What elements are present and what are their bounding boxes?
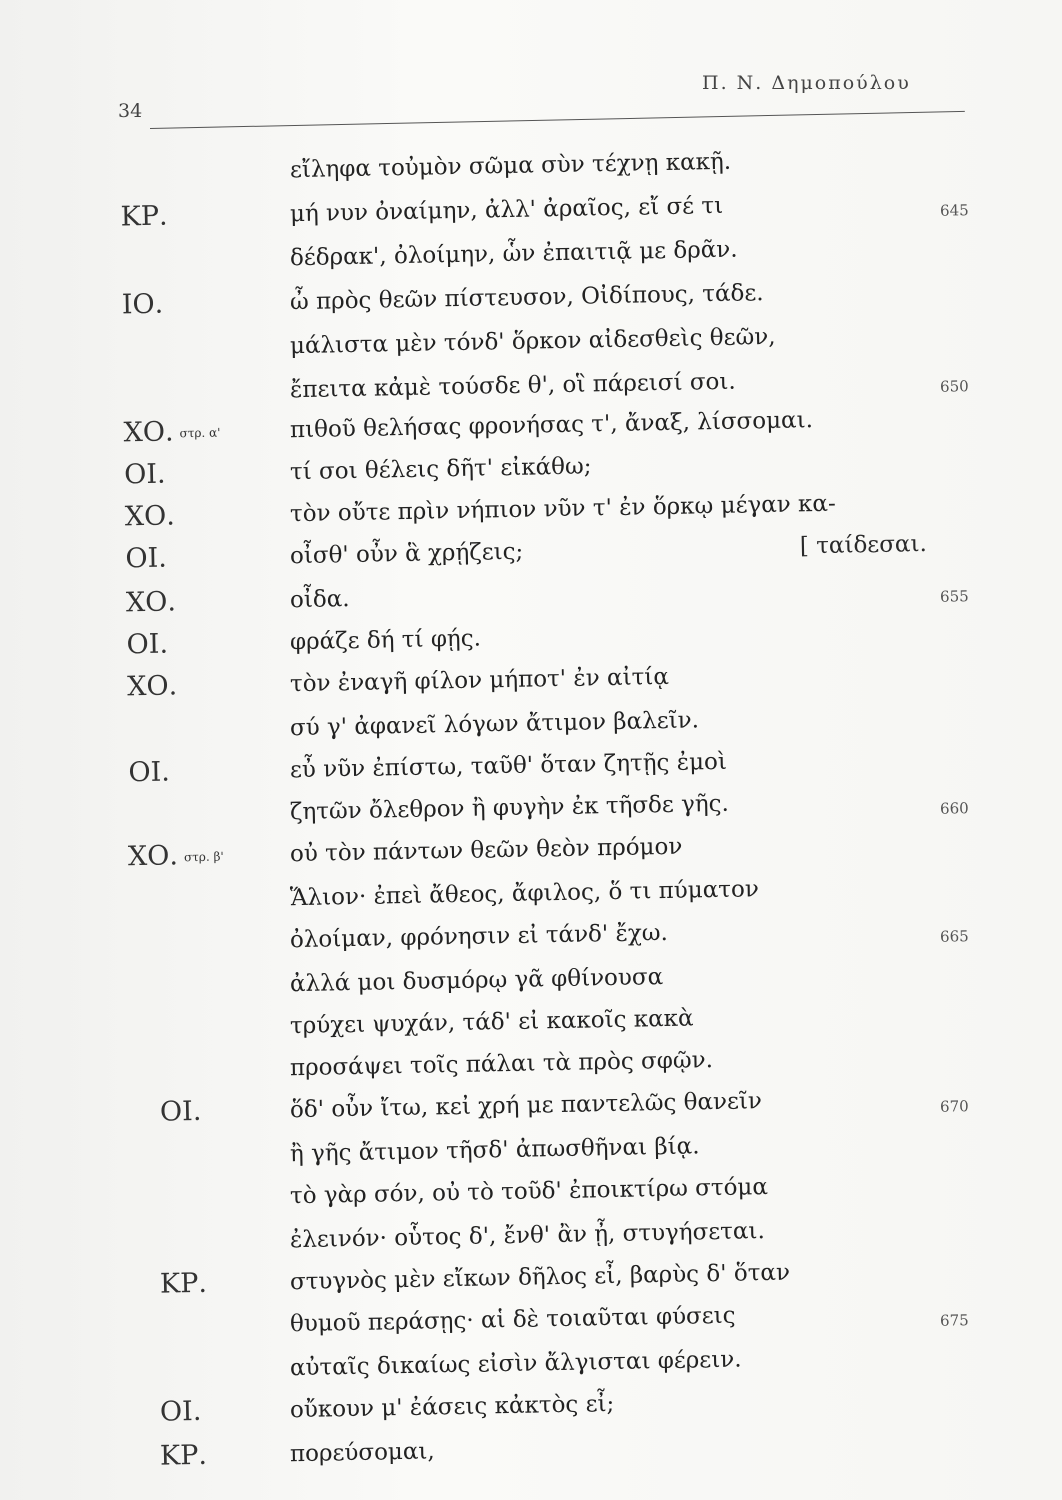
verse-continuation: [ ταίδεσαι. (799, 530, 928, 560)
speaker-label: ΟΙ. (125, 542, 168, 575)
line-number: 665 (939, 927, 969, 946)
speaker-label: ΙΟ. (121, 288, 164, 321)
verse-text: φράζε δή τί φῄς. (289, 625, 482, 656)
speaker-label: ΚΡ. (120, 200, 168, 233)
verse-text: μάλιστα μὲν τόνδ' ὅρκον αἰδεσθεὶς θεῶν, (289, 323, 776, 360)
line-number: 675 (939, 1311, 969, 1330)
verse-text: τὸν ἐναγῆ φίλον μήποτ' ἐν αἰτίᾳ (289, 663, 670, 698)
verse-text: προσάψει τοῖς πάλαι τὰ πρὸς σφῷν. (289, 1047, 714, 1082)
verse-text: Ἅλιον· ἐπεὶ ἄθεος, ἄφιλος, ὅ τι πύματον (289, 876, 760, 912)
verse-text: οἶσθ' οὖν ἃ χρῄζεις; (289, 538, 524, 570)
verse-text: ὅδ' οὖν ἴτω, κεἰ χρή με παντελῶς θανεῖν (289, 1088, 763, 1124)
verse-text: μή νυν ὀναίμην, ἀλλ' ἀραῖος, εἴ σέ τι (289, 192, 724, 228)
verse-text: πιθοῦ θελήσας φρονήσας τ', ἄναξ, λίσσομαι. (289, 407, 814, 444)
verse-text: στυγνὸς μὲν εἴκων δῆλος εἶ, βαρὺς δ' ὅταν (289, 1259, 791, 1296)
verse-text: ὦ πρὸς θεῶν πίστευσον, Οἰδίπους, τάδε. (289, 280, 764, 316)
verse-text: οἶδα. (289, 586, 350, 614)
running-head: Π. Ν. Δημοπούλου (702, 72, 911, 94)
line-number: 655 (939, 587, 969, 606)
speaker-label: ΟΙ. (159, 1095, 202, 1128)
speaker-label: ΟΙ. (123, 458, 166, 491)
verse-text: θυμοῦ περάσῃς· αἱ δὲ τοιαῦται φύσεις (289, 1302, 736, 1338)
verse-text: πορεύσομαι, (289, 1438, 435, 1468)
line-number: 670 (939, 1097, 969, 1116)
verse-text: τὸν οὔτε πρὶν νήπιον νῦν τ' ἐν ὅρκῳ μέγαν κα- (289, 490, 836, 528)
speaker-label: ΟΙ. (128, 756, 171, 789)
verse-text: ἀλλά μοι δυσμόρῳ γᾶ φθίνουσα (289, 964, 664, 998)
verse-text: σύ γ' ἀφανεῖ λόγων ἄτιμον βαλεῖν. (289, 707, 700, 742)
verse-text: τὸ γὰρ σόν, οὐ τὸ τοῦδ' ἐποικτίρω στόμα (289, 1174, 769, 1210)
speaker-label: ΚΡ. (159, 1267, 208, 1300)
speaker-label: ΧΟ. στρ. β' (127, 840, 224, 873)
line-number: 660 (939, 799, 969, 818)
verse-text: αὐταῖς δικαίως εἰσὶν ἄλγισται φέρειν. (289, 1346, 742, 1382)
line-number: 650 (939, 377, 969, 396)
speaker-label: ΧΟ. (124, 500, 176, 533)
page-number: 34 (118, 100, 143, 122)
speaker-label: ΧΟ. (126, 670, 178, 703)
verse-text: τρύχει ψυχάν, τάδ' εἰ κακοῖς κακὰ (289, 1005, 694, 1040)
verse-text: ἔπειτα κἀμὲ τούσδε θ', οἳ πάρεισί σοι. (289, 368, 736, 404)
verse-text: ἐλεινόν· οὗτος δ', ἔνθ' ἂν ᾖ, στυγήσεται. (289, 1218, 766, 1254)
strophe-marker: στρ. α' (179, 425, 221, 440)
strophe-marker: στρ. β' (183, 848, 224, 864)
speaker-label: ΚΡ. (159, 1439, 208, 1472)
line-number: 645 (939, 201, 969, 220)
speaker-label: ΟΙ. (126, 628, 169, 661)
verse-text: τί σοι θέλεις δῆτ' εἰκάθω; (289, 453, 592, 486)
verse-text: εὖ νῦν ἐπίστω, ταῦθ' ὅταν ζητῇς ἐμοὶ (289, 748, 728, 784)
verse-text: ζητῶν ὄλεθρον ἢ φυγὴν ἐκ τῆσδε γῆς. (289, 790, 730, 826)
verse-text: ἢ γῆς ἄτιμον τῆσδ' ἀπωσθῆναι βίᾳ. (289, 1133, 700, 1168)
speaker-label: ΟΙ. (159, 1395, 202, 1428)
verse-text: εἴληφα τοὐμὸν σῶμα σὺν τέχνῃ κακῇ. (289, 148, 732, 184)
verse-text: οὔκουν μ' ἐάσεις κἀκτὸς εἶ; (289, 1390, 615, 1424)
speaker-label: ΧΟ. (125, 586, 177, 619)
verse-text: δέδρακ', ὀλοίμην, ὧν ἐπαιτιᾷ με δρᾶν. (289, 236, 738, 272)
speaker-label: ΧΟ. στρ. α' (123, 416, 221, 449)
verse-text: οὐ τὸν πάντων θεῶν θεὸν πρόμον (289, 833, 683, 868)
verse-text: ὀλοίμαν, φρόνησιν εἰ τάνδ' ἔχω. (289, 919, 669, 954)
